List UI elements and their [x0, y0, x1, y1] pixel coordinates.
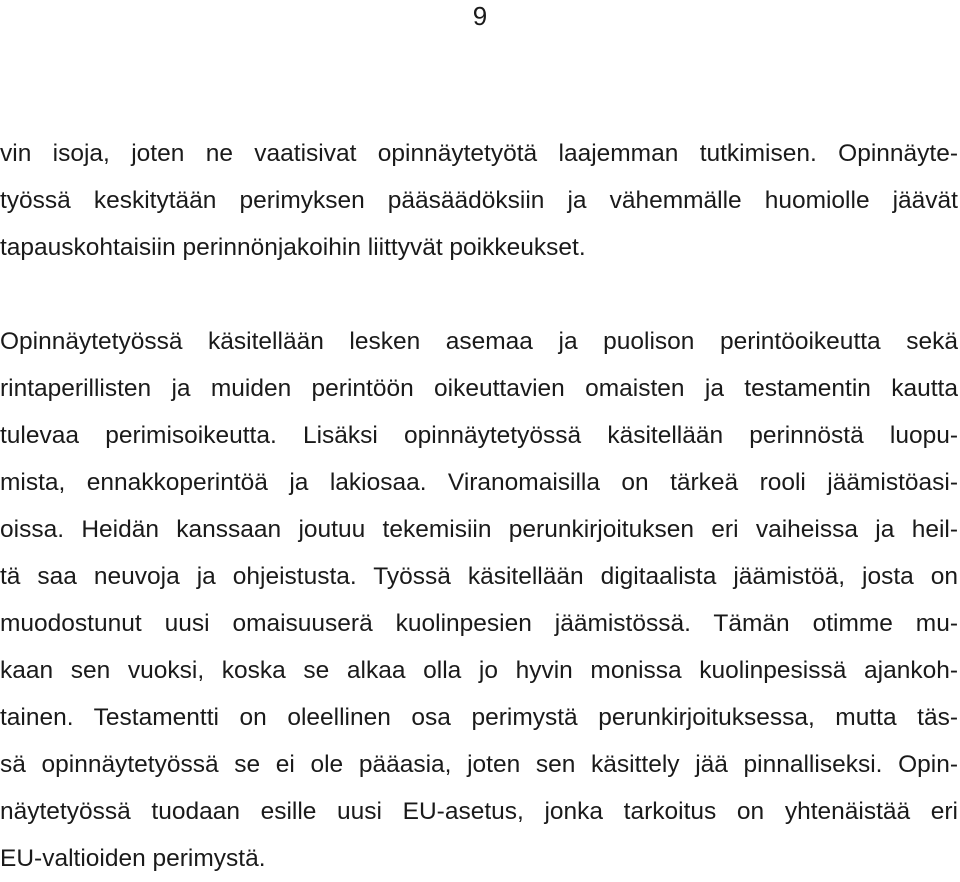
text-line: tulevaa perimisoikeutta. Lisäksi opinnäytetyössä käsitellään perinnöstä luopu- [0, 422, 958, 449]
text-line: tainen. Testamentti on oleellinen osa perimystä perunkirjoituksessa, mutta täs- [0, 704, 958, 731]
text-line: vin isoja, joten ne vaatisivat opinnäytetyötä laajemman tutkimisen. Opinnäyte- [0, 140, 958, 167]
text-line: rintaperillisten ja muiden perintöön oikeuttavien omaisten ja testamentin kautta [0, 375, 958, 402]
text-line: kaan sen vuoksi, koska se alkaa olla jo hyvin monissa kuolinpesissä ajankoh- [0, 657, 958, 684]
text-line: EU-valtioiden perimystä. [0, 845, 266, 872]
text-line: näytetyössä tuodaan esille uusi EU-asetus, jonka tarkoitus on yhtenäistää eri [0, 798, 958, 825]
paragraph-1 [0, 130, 958, 271]
page-number: 9 [472, 1, 488, 31]
text-line: työssä keskitytään perimyksen pääsäädöksiin ja vähemmälle huomiolle jäävät [0, 187, 958, 214]
text-line: tapauskohtaisiin perinnönjakoihin liittyvät poikkeukset. [0, 234, 586, 261]
paragraph-2 [0, 318, 958, 882]
text-line: muodostunut uusi omaisuuserä kuolinpesien jäämistössä. Tämän otimme mu- [0, 610, 958, 637]
text-line: tä saa neuvoja ja ohjeistusta. Työssä käsitellään digitaalista jäämistöä, josta on [0, 563, 958, 590]
text-line: oissa. Heidän kanssaan joutuu tekemisiin perunkirjoituksen eri vaiheissa ja heil- [0, 516, 958, 543]
text-line: Opinnäytetyössä käsitellään lesken asemaa ja puolison perintöoikeutta sekä [0, 328, 958, 355]
text-line: sä opinnäytetyössä se ei ole pääasia, joten sen käsittely jää pinnalliseksi. Opin- [0, 751, 958, 778]
text-line: mista, ennakkoperintöä ja lakiosaa. Viranomaisilla on tärkeä rooli jäämistöasi- [0, 469, 958, 496]
